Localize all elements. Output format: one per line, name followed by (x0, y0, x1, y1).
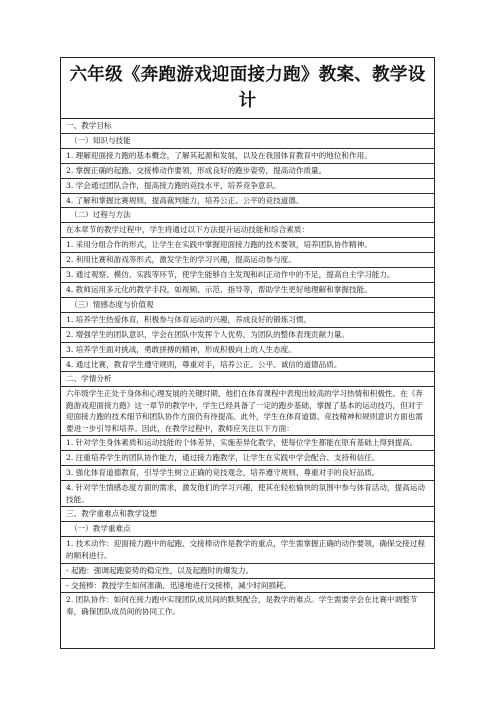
table-row: 3. 培养学生面对挑战，勇敢拼搏的精神，形成积极向上的人生态度。 (61, 343, 434, 358)
table-row: - 交接棒：教授学生如何准确、迅速地进行交接棒，减少时间损耗。 (61, 579, 434, 594)
subheading-knowledge-skills: （一）知识与技能 (61, 134, 434, 149)
table-row: 1. 技术动作：迎面接力跑中的起跑、交接棒动作是教学的重点，学生需掌握正确的动作要领，确保交接过程的顺利进行。 (61, 537, 434, 563)
table-row: 1. 培养学生热爱体育，积极参与体育运动的兴趣，养成良好的锻炼习惯。 (61, 313, 434, 328)
section-heading-student-analysis: 二、学情分析 (61, 372, 434, 387)
section-heading-key-points: 三、教学重难点和教学设想 (61, 507, 434, 522)
document-title: 六年级《奔跑游戏迎面接力跑》教案、教学设计 (61, 58, 434, 119)
table-row: 2. 利用比赛和游戏等形式，激发学生的学习兴趣，提高运动参与度。 (61, 253, 434, 268)
subheading-attitudes-values: （三）情感态度与价值观 (61, 298, 434, 313)
table-row: - 起跑：强调起跑姿势的稳定性，以及起跑时的爆发力。 (61, 564, 434, 579)
table-row: 2. 注重培养学生的团队协作能力，通过接力跑教学，让学生在实践中学会配合、支持和信任。 (61, 451, 434, 466)
table-row: 六年级学生正处于身体和心理发展的关键时期，他们在体育课程中表现出较高的学习热情和积极性。在《奔跑游戏迎面接力跑》这一章节的教学中，学生已经具备了一定的跑步基础，掌握了基本的运动技巧，但对于迎面接力跑的技术细节和团队协作方面仍有待提高。此外，学生在体育道德、竞技精神和规则意识方面也需要进一步引导和培养。因此，在教学过程中，教师应关注以下方面： (61, 387, 434, 436)
table-row: 2. 掌握正确的起跑、交接棒动作要领，形成良好的跑步姿势，提高动作质量。 (61, 164, 434, 179)
table-row: 3. 学会通过团队合作，提高接力跑的竞技水平，培养竞争意识。 (61, 179, 434, 194)
table-row: 2. 团队协作：如何在接力跑中实现团队成员间的默契配合，是教学的难点。学生需要学会在比赛中调整节奏，确保团队成员间的协同工作。 (66, 595, 418, 616)
section-heading-objectives: 一、教学目标 (61, 119, 434, 134)
table-row: 1. 理解迎面接力跑的基本概念，了解其起源和发展，以及在我国体育教育中的地位和作用。 (61, 149, 434, 164)
lesson-plan-table (60, 57, 435, 649)
table-row: 4. 教师运用多元化的教学手段，如视频、示范、指导等，帮助学生更好地理解和掌握技能。 (61, 283, 434, 298)
table-row: 1. 针对学生身体素质和运动技能的个体差异，实施差异化教学，使每位学生都能在原有基础上得到提高。 (61, 436, 434, 451)
table-row: 2. 增强学生的团队意识，学会在团队中发挥个人优势，为团队的整体表现贡献力量。 (61, 328, 434, 343)
table-row: 在本章节的教学过程中，学生将通过以下方法提升运动技能和综合素质： (61, 223, 434, 238)
table-row: 3. 通过观察、模仿、实践等环节，使学生能够自主发现和纠正动作中的不足，提高自主学习能力。 (61, 268, 434, 283)
table-row: 4. 通过比赛，教育学生遵守规则，尊重对手，培养公正、公平、诚信的道德品质。 (61, 358, 434, 373)
table-row: 1. 采用分组合作的形式，让学生在实践中掌握迎面接力跑的技术要领，培养团队协作精神。 (61, 238, 434, 253)
table-row: 4. 针对学生情感态度方面的需求，激发他们的学习兴趣，使其在轻松愉快的氛围中参与体育活动，提高运动技能。 (61, 481, 434, 507)
table-row: 4. 了解和掌握比赛规则，提高裁判能力，培养公正、公平的竞技道德。 (61, 194, 434, 209)
subheading-process-methods: （二）过程与方法 (61, 208, 434, 223)
subheading-key-difficult-points: （一）教学重难点 (61, 522, 434, 537)
table-row: 3. 强化体育道德教育，引导学生树立正确的竞技观念，培养遵守规则、尊重对手的良好品质。 (61, 466, 434, 481)
